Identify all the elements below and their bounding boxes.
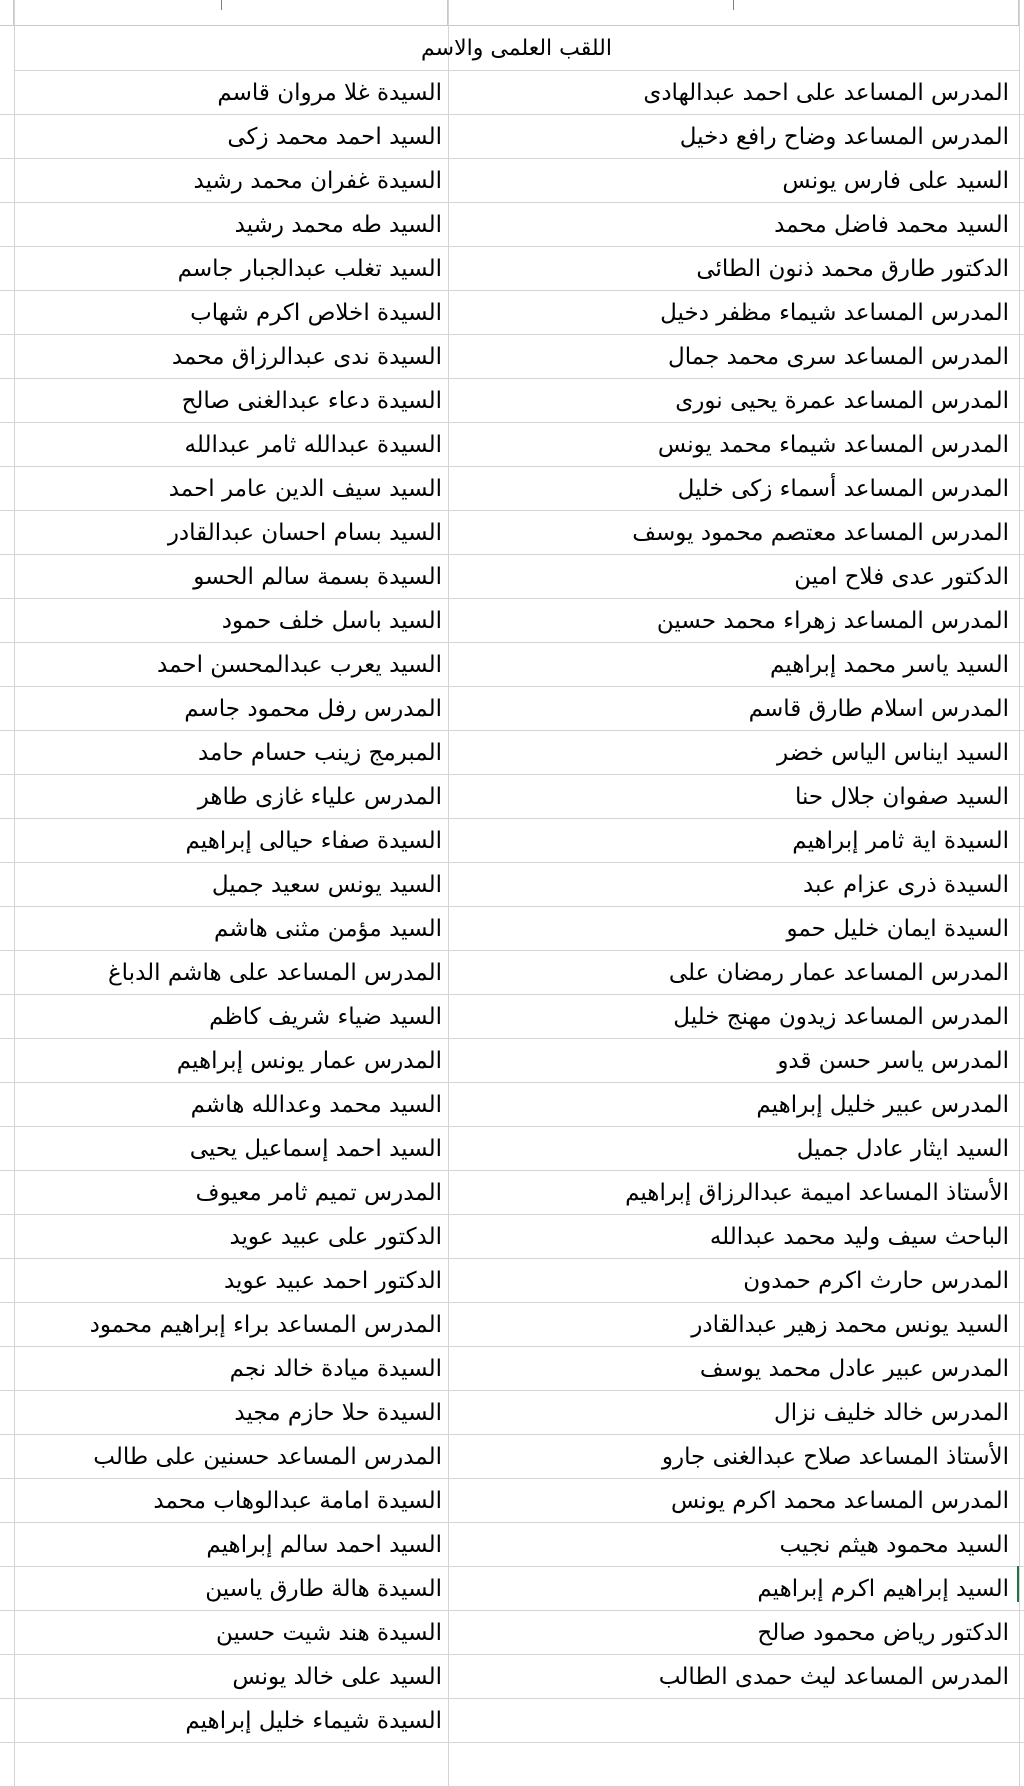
cell-right[interactable]: المدرس عبير عادل محمد يوسف: [699, 1355, 1009, 1382]
table-row: [0, 731, 1024, 775]
cell-right[interactable]: الأستاذ المساعد اميمة عبدالرزاق إبراهيم: [625, 1179, 1009, 1206]
table-row: [0, 1083, 1024, 1127]
cell-left[interactable]: السيد محمد وعدالله هاشم: [190, 1091, 442, 1118]
cell-right[interactable]: المدرس المساعد عمرة يحيى نورى: [675, 387, 1009, 414]
cell-left[interactable]: السيدة صفاء حيالى إبراهيم: [185, 827, 442, 854]
table-row: [0, 995, 1024, 1039]
cell-left[interactable]: السيدة بسمة سالم الحسو: [193, 563, 442, 590]
cell-left[interactable]: السيدة غفران محمد رشيد: [193, 167, 442, 194]
cell-left[interactable]: المبرمج زينب حسام حامد: [197, 739, 442, 766]
cell-right[interactable]: [448, 1699, 1019, 1742]
table-row: [0, 159, 1024, 203]
row-header-corner[interactable]: [0, 0, 14, 26]
table-row: [0, 643, 1024, 687]
table-row: [0, 1699, 1024, 1743]
cell-right[interactable]: الدكتور رياض محمود صالح: [757, 1619, 1009, 1646]
table-row: [0, 775, 1024, 819]
table-row: [0, 1743, 1024, 1787]
cell-right[interactable]: السيد محمد فاضل محمد: [774, 211, 1009, 238]
cell-left[interactable]: السيد يعرب عبدالمحسن احمد: [157, 651, 442, 678]
cell-left[interactable]: الدكتور احمد عبيد عويد: [223, 1267, 442, 1294]
cell-right[interactable]: المدرس المساعد محمد اكرم يونس: [670, 1487, 1009, 1514]
cell-left[interactable]: السيدة هالة طارق ياسين: [205, 1575, 442, 1602]
table-row: [0, 335, 1024, 379]
cell-right[interactable]: المدرس المساعد أسماء زكى خليل: [677, 475, 1009, 502]
table-row: [0, 599, 1024, 643]
cell-right[interactable]: الباحث سيف وليد محمد عبدالله: [709, 1223, 1009, 1250]
cell-right[interactable]: المدرس المساعد زهراء محمد حسين: [656, 607, 1009, 634]
table-row: [0, 863, 1024, 907]
cell-left[interactable]: المدرس عمار يونس إبراهيم: [176, 1047, 442, 1074]
cell-right[interactable]: السيد ايناس الياس خضر: [777, 739, 1009, 766]
table-row: [0, 379, 1024, 423]
cell-left[interactable]: السيدة امامة عبدالوهاب محمد: [153, 1487, 442, 1514]
table-row: [0, 1523, 1024, 1567]
table-row: [0, 1171, 1024, 1215]
cell-left[interactable]: السيد بسام احسان عبدالقادر: [167, 519, 442, 546]
table-row: [0, 1215, 1024, 1259]
table-row: [0, 1435, 1024, 1479]
table-row: [0, 467, 1024, 511]
cell-right[interactable]: المدرس المساعد سرى محمد جمال: [668, 343, 1009, 370]
cell-left[interactable]: السيد يونس سعيد جميل: [211, 871, 442, 898]
cell-left[interactable]: المدرس المساعد براء إبراهيم محمود: [89, 1311, 442, 1338]
cell-left[interactable]: المدرس المساعد حسنين على طالب: [93, 1443, 442, 1470]
cell-left[interactable]: السيد مؤمن مثنى هاشم: [214, 915, 442, 942]
cell-right[interactable]: المدرس حارث اكرم حمدون: [743, 1267, 1009, 1294]
table-row: [0, 1391, 1024, 1435]
cell-left[interactable]: السيدة اخلاص اكرم شهاب: [190, 299, 442, 326]
column-header-mark-left: [221, 0, 222, 10]
column-header-left[interactable]: [14, 0, 448, 26]
cell-left[interactable]: المدرس علياء غازى طاهر: [197, 783, 442, 810]
cell-right[interactable]: المدرس عبير خليل إبراهيم: [756, 1091, 1009, 1118]
cell-left[interactable]: السيدة عبدالله ثامر عبدالله: [184, 431, 442, 458]
cell-right[interactable]: السيدة ايمان خليل حمو: [786, 915, 1009, 942]
table-row: [0, 1127, 1024, 1171]
cell-left[interactable]: السيدة حلا حازم مجيد: [234, 1399, 442, 1426]
table-row: [0, 1479, 1024, 1523]
cell-right[interactable]: المدرس المساعد عمار رمضان على: [668, 959, 1009, 986]
cell-right[interactable]: المدرس ياسر حسن قدو: [777, 1047, 1009, 1074]
cell-right[interactable]: المدرس اسلام طارق قاسم: [748, 695, 1009, 722]
cell-left[interactable]: السيد احمد سالم إبراهيم: [206, 1531, 442, 1558]
cell-right[interactable]: المدرس المساعد شيماء مظفر دخيل: [660, 299, 1009, 326]
cell-right[interactable]: المدرس المساعد زيدون مهنج خليل: [673, 1003, 1009, 1030]
cell-left[interactable]: المدرس تميم ثامر معيوف: [195, 1179, 442, 1206]
cell-right[interactable]: السيد يونس محمد زهير عبدالقادر: [691, 1311, 1009, 1338]
cell-left[interactable]: السيدة ميادة خالد نجم: [229, 1355, 442, 1382]
cell-right[interactable]: [448, 1743, 1019, 1786]
cell-left[interactable]: الدكتور على عبيد عويد: [229, 1223, 442, 1250]
cell-right[interactable]: الدكتور عدى فلاح امين: [794, 563, 1009, 590]
cell-right[interactable]: المدرس المساعد وضاح رافع دخيل: [679, 123, 1009, 150]
cell-left[interactable]: السيد طه محمد رشيد: [234, 211, 442, 238]
cell-right[interactable]: المدرس المساعد شيماء محمد يونس: [657, 431, 1009, 458]
cell-left[interactable]: السيد سيف الدين عامر احمد: [168, 475, 442, 502]
cell-left[interactable]: المدرس رفل محمود جاسم: [184, 695, 442, 722]
cell-left[interactable]: السيدة ندى عبدالرزاق محمد: [171, 343, 442, 370]
table-row: [0, 687, 1024, 731]
table-row: [0, 819, 1024, 863]
table-row: [0, 1655, 1024, 1699]
table-row: [0, 907, 1024, 951]
table-row: [0, 247, 1024, 291]
cell-right[interactable]: الدكتور طارق محمد ذنون الطائى: [696, 255, 1009, 282]
cell-right[interactable]: السيدة اية ثامر إبراهيم: [792, 827, 1009, 854]
cell-right[interactable]: المدرس المساعد ليث حمدى الطالب: [658, 1663, 1009, 1690]
cell-right[interactable]: السيد على فارس يونس: [782, 167, 1009, 194]
table-row: [0, 951, 1024, 995]
column-header-mark-right: [733, 0, 734, 10]
table-row: [0, 511, 1024, 555]
cell-left[interactable]: [14, 1743, 448, 1786]
cell-right[interactable]: المدرس المساعد معتصم محمود يوسف: [632, 519, 1009, 546]
merged-header-cell[interactable]: اللقب العلمى والاسم: [14, 26, 1019, 71]
cell-right[interactable]: السيد محمود هيثم نجيب: [779, 1531, 1009, 1558]
table-row: [0, 1611, 1024, 1655]
active-cell-border: [1017, 1566, 1019, 1602]
table-row: [0, 1347, 1024, 1391]
table-row: [0, 203, 1024, 247]
cell-right[interactable]: السيد إبراهيم اكرم إبراهيم: [757, 1575, 1009, 1602]
cell-left[interactable]: السيد باسل خلف حمود: [221, 607, 442, 634]
cell-left[interactable]: السيدة غلا مروان قاسم: [217, 79, 442, 106]
cell-right[interactable]: السيد ايثار عادل جميل: [796, 1135, 1009, 1162]
table-row: [0, 1303, 1024, 1347]
cell-right[interactable]: المدرس المساعد على احمد عبدالهادى: [643, 79, 1009, 106]
cell-left[interactable]: السيد ضياء شريف كاظم: [209, 1003, 442, 1030]
cell-left[interactable]: السيدة شيماء خليل إبراهيم: [185, 1707, 442, 1734]
cell-right[interactable]: السيد ياسر محمد إبراهيم: [769, 651, 1009, 678]
table-row: [0, 71, 1024, 115]
cell-right[interactable]: الأستاذ المساعد صلاح عبدالغنى جارو: [661, 1443, 1009, 1470]
cell-left[interactable]: السيدة دعاء عبدالغنى صالح: [181, 387, 442, 414]
cell-left[interactable]: السيد على خالد يونس: [232, 1663, 442, 1690]
table-row: [0, 115, 1024, 159]
cell-left[interactable]: السيد احمد إسماعيل يحيى: [189, 1135, 442, 1162]
cell-right[interactable]: المدرس خالد خليف نزال: [774, 1399, 1009, 1426]
table-row: [0, 1259, 1024, 1303]
cell-left[interactable]: السيدة هند شيت حسين: [215, 1619, 442, 1646]
cell-right[interactable]: السيدة ذرى عزام عبد: [802, 871, 1009, 898]
table-row: [0, 291, 1024, 335]
cell-right[interactable]: السيد صفوان جلال حنا: [794, 783, 1009, 810]
cell-left[interactable]: السيد احمد محمد زكى: [227, 123, 442, 150]
cell-left[interactable]: السيد تغلب عبدالجبار جاسم: [177, 255, 442, 282]
table-row: [0, 1039, 1024, 1083]
cell-left[interactable]: المدرس المساعد على هاشم الدباغ: [107, 959, 442, 986]
table-row: [0, 555, 1024, 599]
table-row: [0, 1567, 1024, 1611]
table-row: [0, 423, 1024, 467]
